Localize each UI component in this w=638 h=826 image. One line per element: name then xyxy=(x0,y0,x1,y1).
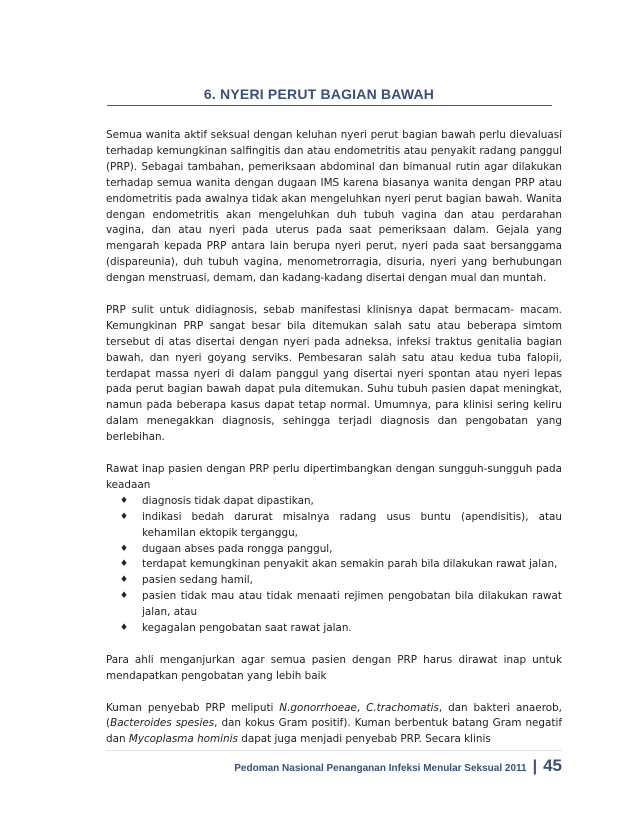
list-item: ♦ kegagalan pengobatan saat rawat jalan. xyxy=(120,621,562,637)
section-title: 6. NYERI PERUT BAGIAN BAWAH xyxy=(203,86,435,102)
paragraph-diagnosis: PRP sulit untuk didiagnosis, sebab manifestasi klinisnya dapat bermacam- macam. Kemungkinan PRP sangat besar bila ditemukan salah satu atau beberapa simtom tersebut di atas disertai dengan nyeri pada adneksa, infeksi traktus genitalia bagian bawah, dan nyeri goyang serviks. Pembesaran salah satu atau kedua tuba falopii, terdapat massa nyeri di dalam panggul yang disertai nyeri spontan atau nyeri lepas pada perut bagian bawah dapat pula ditemukan. Suhu tubuh pasien dapat meningkat, namun pada beberapa kasus dapat tetap normal. Umumnya, para klinisi sering keliru dalam menegakkan diagnosis, sehingga terjadi diagnosis dan pengobatan yang berlebihan. xyxy=(106,303,562,444)
list-item: ♦ diagnosis tidak dapat dipastikan, xyxy=(120,494,562,510)
page-footer xyxy=(234,756,562,776)
paragraph-intro: Semua wanita aktif seksual dengan keluhan nyeri perut bagian bawah perlu dievaluasi terhadap kemungkinan salfingitis dan atau endometritis atau penyakit radang panggul (PRP). Sebagai tambahan, pemeriksaan abdominal dan bimanual rutin agar dilakukan terhadap semua wanita dengan dugaan IMS karena biasanya wanita dengan PRP atau endometritis pada awalnya tidak akan mengeluhkan nyeri perut bagian bawah. Wanita dengan endometritis akan mengeluhkan duh tubuh vagina dan atau perdarahan vagina, dan atau nyeri pada uterus pada saat pemeriksaan dalam. Gejala yang mengarah kepada PRP antara lain berupa nyeri perut, nyeri pada saat bersanggama (dispareunia), duh tubuh vagina, menometrorragia, disuria, nyeri yang berhubungan dengan menstruasi, demam, dan kadang-kadang disertai dengan mual dan muntah. xyxy=(106,129,562,285)
paragraph-recommendation: Para ahli menganjurkan agar semua pasien dengan PRP harus dirawat inap untuk mendapatkan pengobatan yang lebih baik xyxy=(106,653,562,682)
diamond-bullet-icon: ♦ xyxy=(120,623,129,634)
list-item: ♦ pasien tidak mau atau tidak menaati rejimen pengobatan bila dilakukan rawat jalan, atau xyxy=(120,590,562,619)
diamond-bullet-icon: ♦ xyxy=(120,543,129,554)
diamond-bullet-icon: ♦ xyxy=(120,575,129,586)
paragraph-pathogens: Kuman penyebab PRP meliputi N.gonorrhoeae, C.trachomatis, dan bakteri anaerob, (Bacteroides spesies, dan kokus Gram positif). Kuman berbentuk batang Gram negatif dan Mycoplasma hominis dapat juga menjadi penyebab PRP. Secara klinis xyxy=(106,701,563,746)
list-item: ♦ dugaan abses pada rongga panggul, xyxy=(120,542,562,558)
diamond-bullet-icon: ♦ xyxy=(120,559,129,570)
title-underline xyxy=(107,105,552,106)
footer-publication-title: Pedoman Nasional Penanganan Infeksi Menular Seksual 2011 xyxy=(234,763,527,774)
page-number: 45 xyxy=(543,756,562,775)
footer-separator: | xyxy=(532,758,538,775)
footer-divider xyxy=(106,750,562,751)
diamond-bullet-icon: ♦ xyxy=(120,495,129,506)
inpatient-criteria-list xyxy=(106,494,562,637)
diamond-bullet-icon: ♦ xyxy=(120,591,129,602)
list-item: ♦ pasien sedang hamil, xyxy=(120,573,562,589)
list-item: ♦ indikasi bedah darurat misalnya radang usus buntu (apendisitis), atau kehamilan ektopik terganggu, xyxy=(120,510,562,539)
list-item: ♦ terdapat kemungkinan penyakit akan semakin parah bila dilakukan rawat jalan, xyxy=(120,557,562,573)
paragraph-inpatient: Rawat inap pasien dengan PRP perlu dipertimbangkan dengan sungguh-sungguh pada keadaan xyxy=(106,463,562,491)
diamond-bullet-icon: ♦ xyxy=(120,511,129,522)
body-text xyxy=(106,128,562,748)
